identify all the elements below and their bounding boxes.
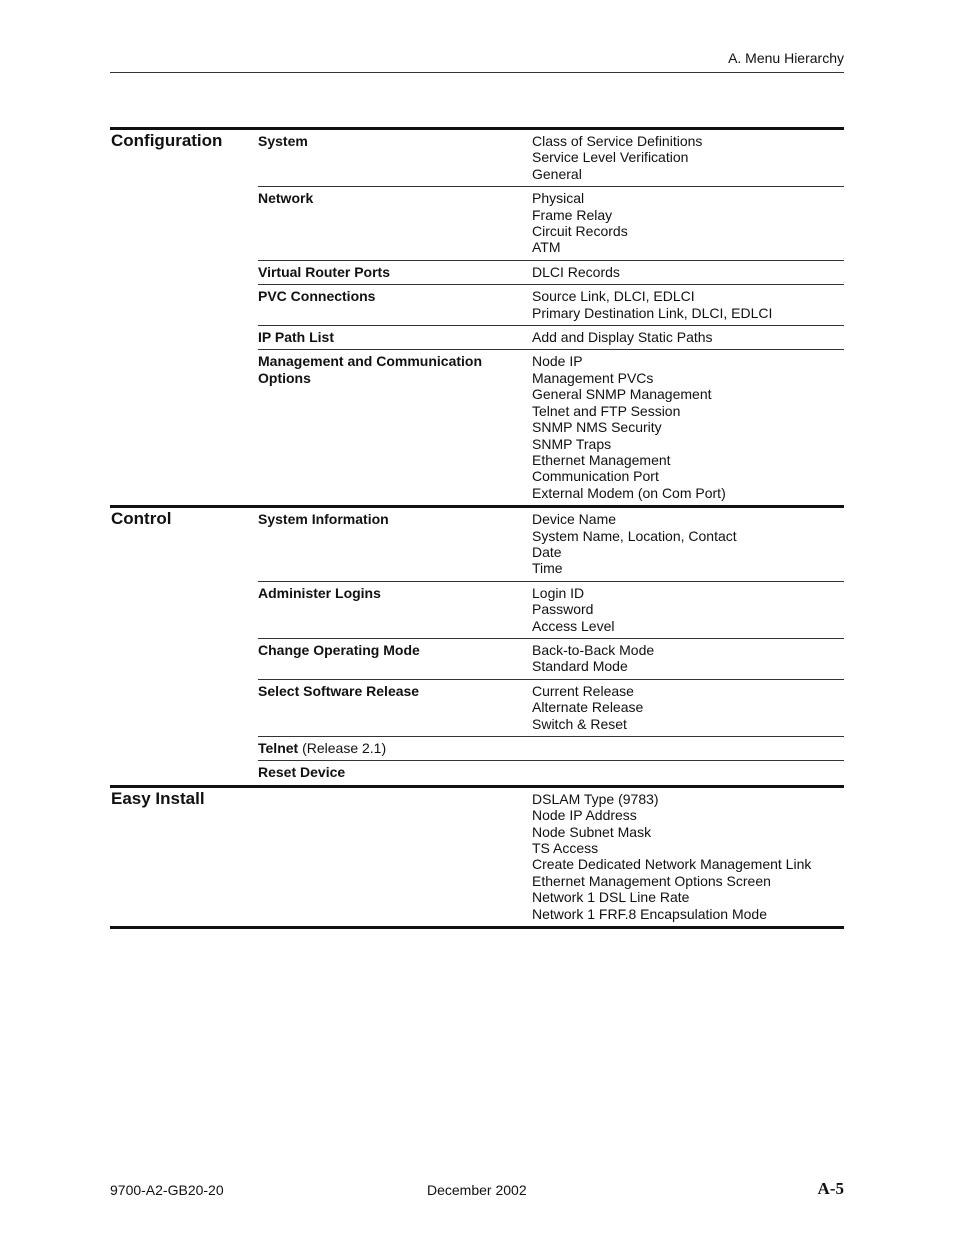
menu-row (258, 760, 844, 784)
menu-item: System Name, Location, Contact (532, 527, 737, 544)
menu-item: Switch & Reset (532, 715, 627, 732)
footer-date: December 2002 (427, 1182, 527, 1198)
submenu-cell (258, 585, 532, 634)
menu-item: SNMP Traps (532, 435, 612, 452)
section-title: Easy Install (111, 788, 205, 808)
submenu-label: IP Path List (258, 329, 334, 346)
menu-row (258, 581, 844, 638)
menu-item: SNMP NMS Security (532, 419, 662, 436)
section-easy-install (110, 785, 844, 929)
menu-item: General (532, 165, 582, 182)
section-control (110, 505, 844, 785)
menu-item: Frame Relay (532, 206, 613, 223)
menu-item: Add and Display Static Paths (532, 329, 713, 346)
menu-item: General SNMP Management (532, 386, 712, 403)
submenu-cell (258, 511, 532, 577)
menu-item: Service Level Verification (532, 149, 689, 166)
menu-item: Password (532, 601, 594, 618)
footer-doc-number: 9700-A2-GB20-20 (110, 1182, 224, 1198)
menu-row (258, 130, 844, 186)
menu-items-cell (532, 791, 844, 922)
submenu-cell (258, 740, 532, 756)
submenu-label: Management and Communication Options (258, 353, 483, 386)
menu-item: Primary Destination Link, DLCI, EDLCI (532, 304, 773, 321)
menu-items-cell (532, 642, 844, 675)
menu-item: Source Link, DLCI, EDLCI (532, 288, 695, 305)
menu-item: Login ID (532, 584, 585, 601)
menu-items-cell (532, 264, 844, 280)
submenu-cell (258, 133, 532, 182)
submenu-cell (258, 683, 532, 732)
menu-item: Management PVCs (532, 369, 654, 386)
menu-item: Access Level (532, 617, 615, 634)
menu-row (258, 788, 844, 926)
header-title: A. Menu Hierarchy (728, 50, 844, 66)
submenu-label: Change Operating Mode (258, 641, 420, 658)
menu-item: Standard Mode (532, 658, 628, 675)
menu-row (258, 508, 844, 581)
menu-items-cell (532, 329, 844, 345)
menu-item: Node IP Address (532, 807, 637, 824)
submenu-label: System Information (258, 511, 389, 528)
submenu-label: Reset Device (258, 764, 346, 781)
page-header (110, 50, 844, 73)
menu-item: Date (532, 543, 562, 560)
submenu-cell (258, 288, 532, 321)
section-rows (258, 508, 844, 785)
submenu-label: Telnet (258, 740, 299, 756)
menu-item: Device Name (532, 511, 617, 528)
menu-row (258, 284, 844, 325)
menu-item: Current Release (532, 682, 634, 699)
submenu-cell (258, 764, 532, 780)
menu-row (258, 679, 844, 736)
menu-item: Node IP (532, 353, 583, 370)
menu-item: Create Dedicated Network Management Link (532, 856, 812, 873)
submenu-label: PVC Connections (258, 288, 376, 305)
menu-item: Ethernet Management (532, 451, 671, 468)
menu-row (258, 349, 844, 505)
menu-items-cell (532, 353, 844, 501)
menu-item: Back-to-Back Mode (532, 641, 655, 658)
submenu-cell (258, 642, 532, 675)
submenu-label: Virtual Router Ports (258, 263, 390, 280)
menu-item: Network 1 DSL Line Rate (532, 889, 690, 906)
menu-row (258, 325, 844, 349)
submenu-note: (Release 2.1) (298, 740, 387, 756)
menu-items-cell (532, 740, 844, 756)
menu-item: Circuit Records (532, 223, 628, 240)
menu-item: Network 1 FRF.8 Encapsulation Mode (532, 905, 767, 922)
menu-item: Communication Port (532, 468, 659, 485)
submenu-label: System (258, 133, 308, 149)
menu-item: Node Subnet Mask (532, 823, 652, 840)
menu-row (258, 186, 844, 260)
menu-items-cell (532, 585, 844, 634)
menu-item: Ethernet Management Options Screen (532, 872, 771, 889)
submenu-cell (258, 190, 532, 256)
menu-item: Telnet and FTP Session (532, 402, 681, 419)
menu-items-cell (532, 288, 844, 321)
menu-item: Physical (532, 190, 585, 207)
menu-row (258, 736, 844, 760)
menu-item: ATM (532, 239, 561, 256)
menu-item: External Modem (on Com Port) (532, 484, 726, 501)
menu-row (258, 260, 844, 284)
submenu-label: Network (258, 190, 314, 207)
menu-item: Time (532, 560, 563, 577)
submenu-cell (258, 329, 532, 345)
section-configuration (110, 127, 844, 505)
menu-items-cell (532, 511, 844, 577)
footer-page-number: A-5 (817, 1179, 844, 1198)
menu-item: Alternate Release (532, 699, 644, 716)
menu-items-cell (532, 190, 844, 256)
menu-items-cell (532, 764, 844, 780)
section-title: Configuration (111, 131, 223, 150)
section-rows (258, 130, 844, 505)
menu-items-cell (532, 683, 844, 732)
menu-row (258, 638, 844, 679)
menu-item: TS Access (532, 840, 599, 857)
submenu-cell (258, 791, 532, 922)
menu-items-cell (532, 133, 844, 182)
submenu-label: Administer Logins (258, 584, 381, 601)
menu-item: Class of Service Definitions (532, 133, 703, 149)
submenu-label: Select Software Release (258, 682, 420, 699)
menu-hierarchy-table (110, 127, 844, 929)
menu-item: DSLAM Type (9783) (532, 790, 659, 807)
submenu-cell (258, 353, 532, 501)
menu-item: DLCI Records (532, 263, 620, 280)
section-title: Control (111, 509, 172, 529)
submenu-cell (258, 264, 532, 280)
section-rows (258, 788, 844, 926)
